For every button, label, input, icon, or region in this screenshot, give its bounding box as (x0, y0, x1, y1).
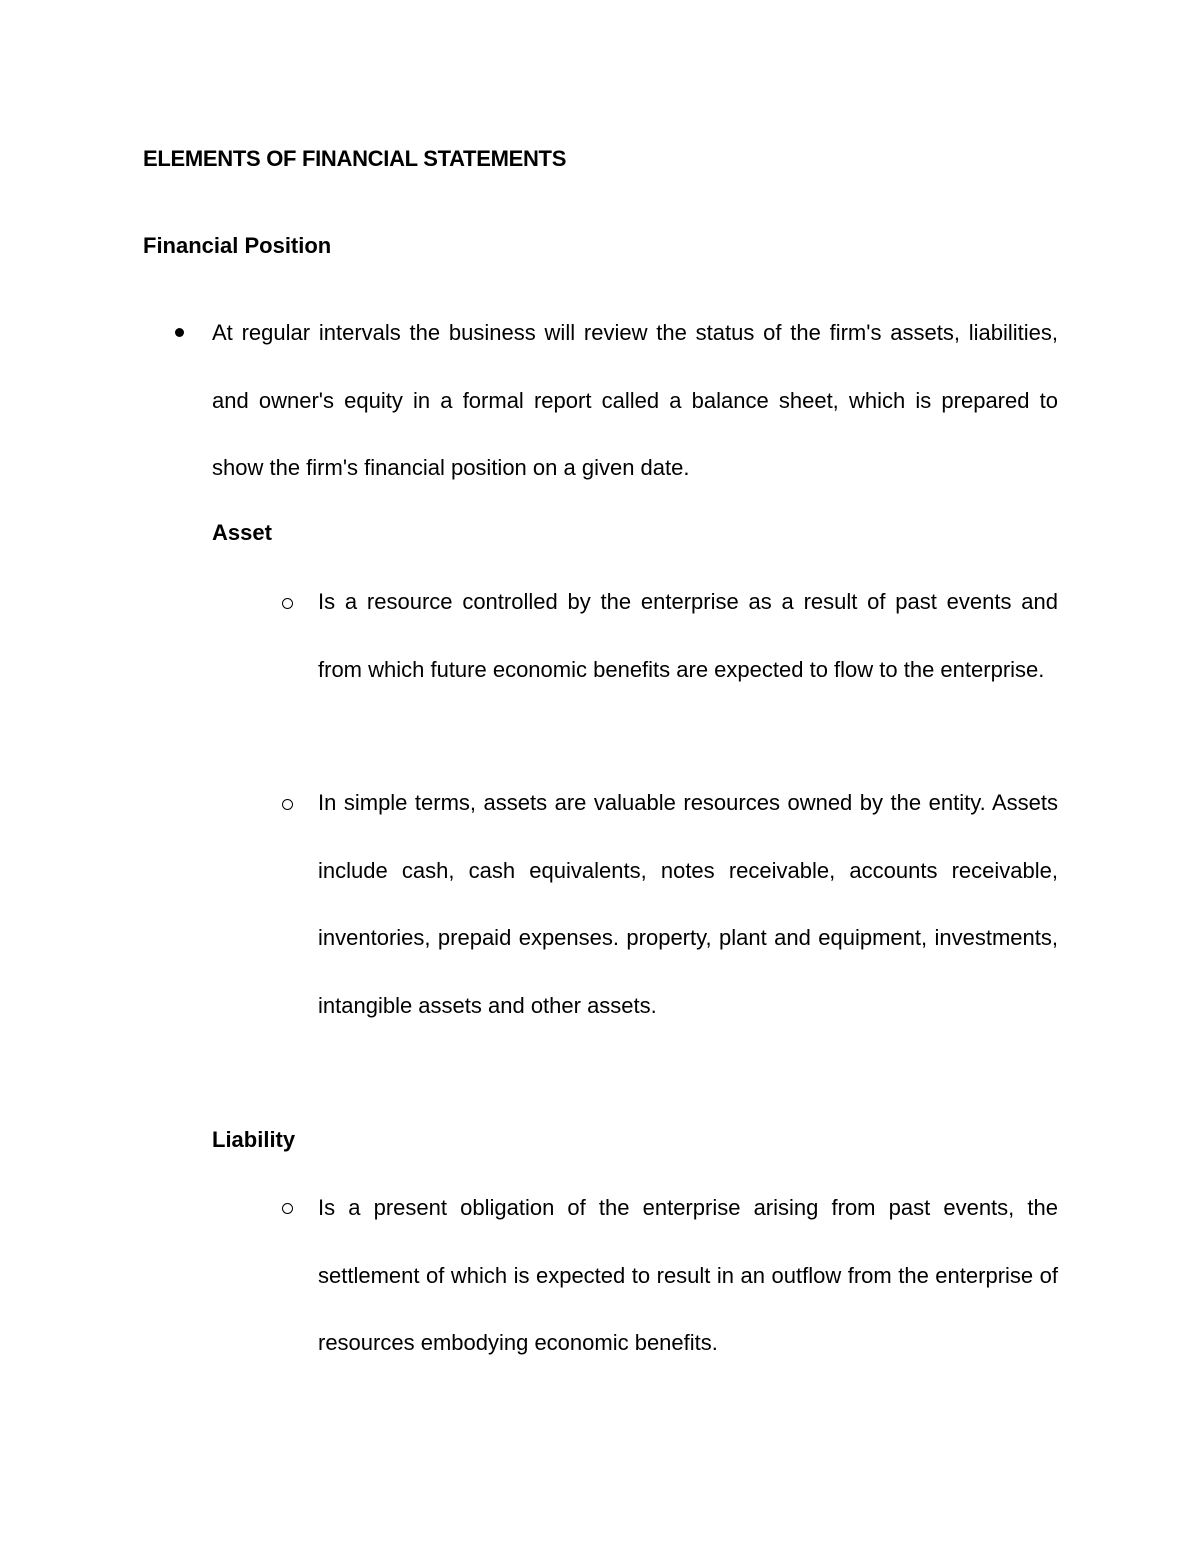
circle-bullet-icon (282, 799, 293, 810)
bullet-dot-icon (175, 328, 184, 337)
asset-heading: Asset (212, 520, 272, 545)
circle-bullet-icon (282, 1203, 293, 1214)
circle-bullet-icon (282, 598, 293, 609)
liability-item-1: Is a present obligation of the enterprise arising from past events, the settlement of which is expected to result in an outflow from the enterprise of resources embodying economic benefits. (318, 1195, 1058, 1355)
liability-heading: Liability (212, 1127, 296, 1152)
main-bullet-text: At regular intervals the business will review the status of the firm's assets, liabilities, and owner's equity in a formal report called a balance sheet, which is prepared to show the firm's financial position on a given date. (212, 320, 1058, 480)
document-title: ELEMENTS OF FINANCIAL STATEMENTS (143, 146, 567, 171)
asset-item-1: Is a resource controlled by the enterprise as a result of past events and from which future economic benefits are expected to flow to the enterprise. (318, 589, 1058, 682)
asset-item-2: In simple terms, assets are valuable resources owned by the entity. Assets include cash, cash equivalents, notes receivable, accounts receivable, inventories, prepaid expenses. property, plant and equipment, investments, intangible assets and other assets. (318, 790, 1058, 1018)
section-heading-financial-position: Financial Position (143, 233, 332, 258)
